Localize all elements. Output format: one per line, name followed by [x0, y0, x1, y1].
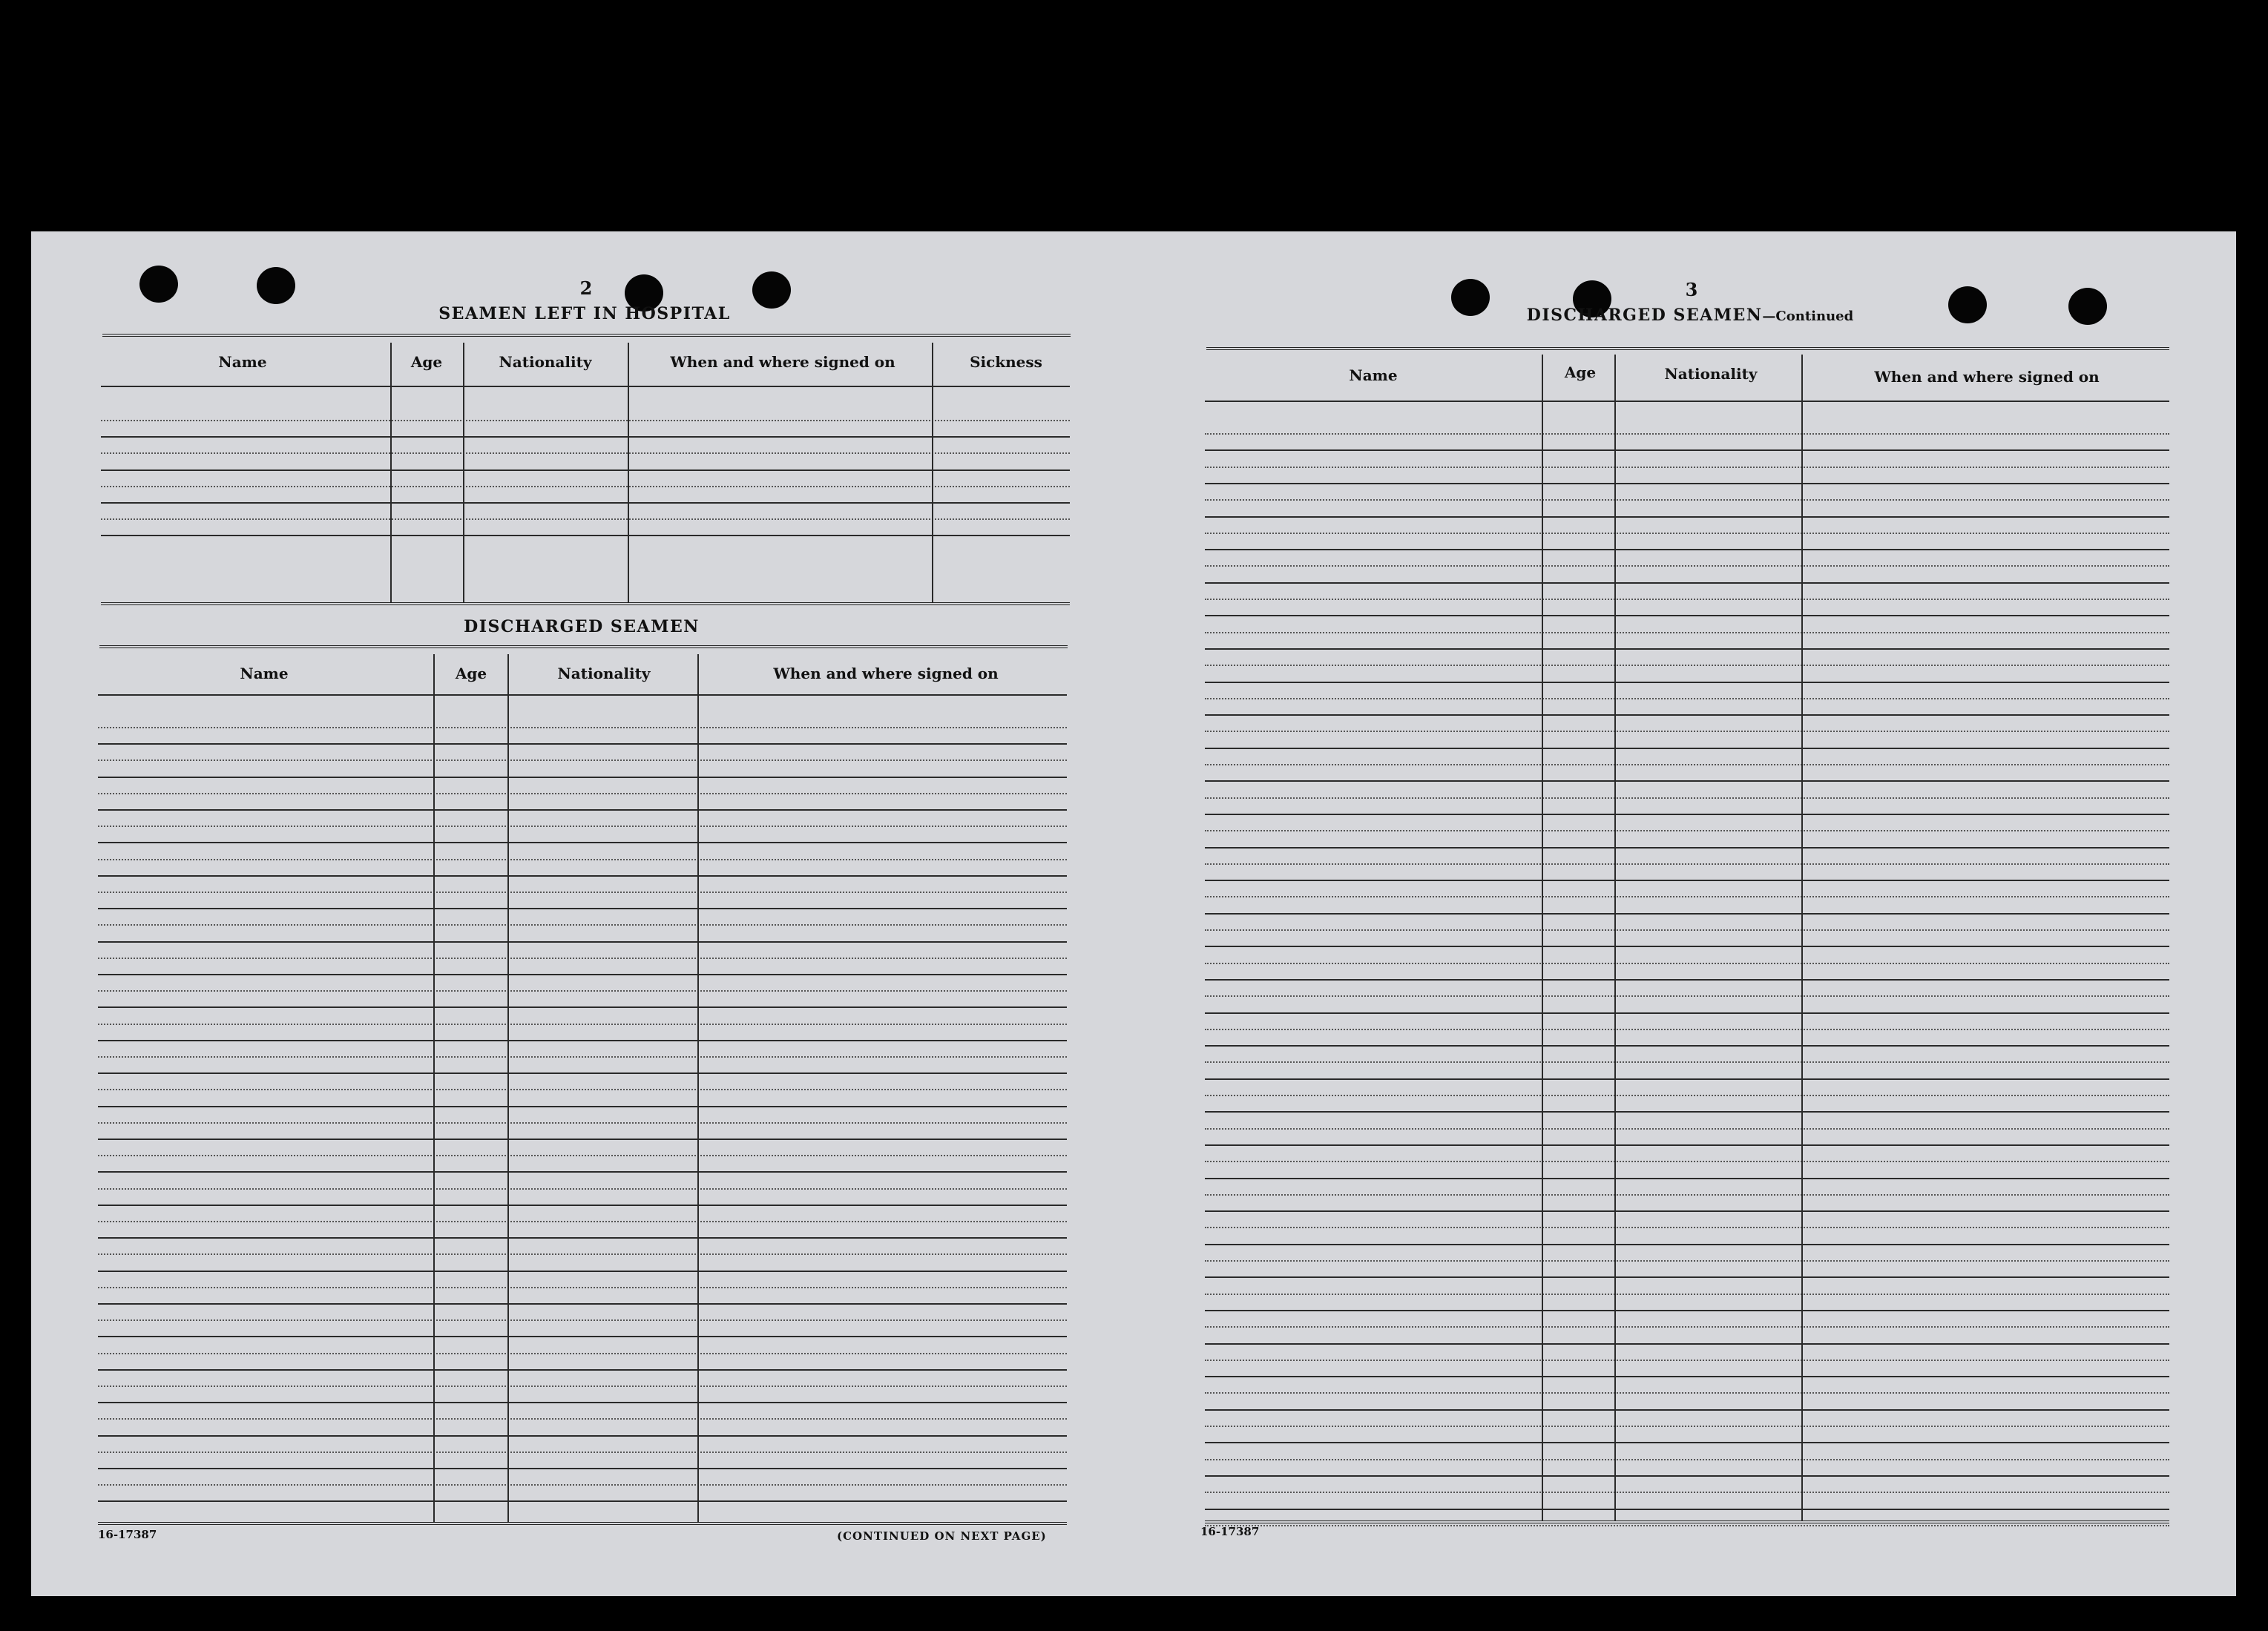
punch-hole — [257, 267, 295, 304]
table-row-line — [1205, 1294, 2169, 1295]
table-row-line — [1205, 896, 2169, 897]
table-row-line — [98, 1106, 1067, 1107]
header-underline — [101, 386, 1070, 387]
table-row-line — [1205, 1244, 2169, 1245]
page-number: 3 — [1685, 279, 1698, 300]
table-row-line — [1205, 632, 2169, 633]
table-row-line — [98, 1468, 1067, 1469]
table-row-line — [1205, 582, 2169, 584]
table-row-line — [98, 743, 1067, 745]
table-row-line — [1205, 946, 2169, 947]
table-row-line — [98, 1336, 1067, 1337]
table-row-line — [98, 760, 1067, 761]
table-row-line — [98, 1056, 1067, 1058]
hospital-col-signed-on: When and where signed on — [670, 353, 895, 371]
discharged-top-rule — [99, 645, 1068, 648]
table-row-line — [1205, 698, 2169, 699]
table-row-line — [1205, 1376, 2169, 1377]
table-row-line — [1205, 1525, 2169, 1526]
hospital-col-age: Age — [410, 353, 443, 371]
table-row-line — [98, 1402, 1067, 1403]
table-row-line — [1205, 1310, 2169, 1311]
right-col-signed-on: When and where signed on — [1874, 368, 2100, 386]
table-row-line — [101, 469, 1070, 471]
table-row-line — [1205, 1509, 2169, 1510]
table-row-line — [1205, 1210, 2169, 1212]
table-row-line — [98, 1205, 1067, 1206]
table-row-line — [1205, 1078, 2169, 1080]
table-row-line — [1205, 764, 2169, 765]
table-row-line — [101, 486, 1070, 487]
column-divider — [390, 343, 392, 602]
table-row-line — [1205, 648, 2169, 650]
table-row-line — [98, 1253, 1067, 1255]
table-row-line — [1205, 1194, 2169, 1196]
table-row-line — [1205, 847, 2169, 849]
table-row-line — [1205, 499, 2169, 501]
header-underline — [1205, 401, 2169, 402]
table-row-line — [1205, 780, 2169, 782]
table-row-line — [1205, 1144, 2169, 1146]
table-row-line — [1205, 449, 2169, 451]
table-row-line — [98, 809, 1067, 811]
table-row-line — [98, 842, 1067, 843]
table-row-line — [98, 1303, 1067, 1305]
table-row-line — [98, 1369, 1067, 1371]
form-number: 16-17387 — [98, 1528, 157, 1541]
table-row-line — [1205, 433, 2169, 435]
table-row-line — [1205, 1492, 2169, 1493]
column-divider — [1542, 355, 1543, 1520]
hospital-col-nationality: Nationality — [499, 353, 592, 371]
table-row-line — [1205, 1178, 2169, 1179]
table-row-line — [98, 1171, 1067, 1173]
table-row-line — [1205, 1276, 2169, 1278]
table-row-line — [1205, 599, 2169, 600]
table-row-line — [1205, 1442, 2169, 1443]
discharged-col-signed-on: When and where signed on — [773, 665, 999, 682]
punch-hole — [752, 271, 791, 309]
table-bottom-rule — [98, 1522, 1067, 1525]
table-row-line — [98, 1188, 1067, 1190]
right-col-nationality: Nationality — [1664, 365, 1758, 383]
table-row-line — [98, 924, 1067, 926]
table-row-line — [1205, 549, 2169, 550]
table-row-line — [1205, 714, 2169, 716]
table-row-line — [1205, 1128, 2169, 1130]
table-row-line — [98, 793, 1067, 794]
table-bottom-rule — [101, 602, 1070, 605]
hospital-col-name: Name — [218, 353, 267, 371]
table-row-line — [101, 502, 1070, 504]
table-row-line — [98, 958, 1067, 959]
table-row-line — [1205, 1343, 2169, 1345]
table-row-line — [1205, 1111, 2169, 1113]
table-row-line — [98, 1122, 1067, 1124]
right-top-rule — [1206, 347, 2169, 350]
table-row-line — [1205, 880, 2169, 881]
column-divider — [1801, 355, 1803, 1520]
table-row-line — [1205, 913, 2169, 915]
table-row-line — [1205, 1012, 2169, 1014]
table-row-line — [101, 518, 1070, 520]
form-number: 16-17387 — [1200, 1525, 1260, 1538]
right-title-suffix: —Continued — [1762, 309, 1854, 324]
table-row-line — [1205, 963, 2169, 964]
right-col-name: Name — [1349, 366, 1398, 384]
table-row-line — [1205, 1029, 2169, 1030]
table-row-line — [98, 859, 1067, 860]
table-row-line — [1205, 1409, 2169, 1411]
table-row-line — [98, 1006, 1067, 1008]
table-row-line — [101, 420, 1070, 421]
table-row-line — [98, 974, 1067, 975]
table-row-line — [98, 875, 1067, 877]
column-divider — [697, 654, 699, 1522]
right-section-title — [1527, 306, 1853, 325]
continued-note: (CONTINUED ON NEXT PAGE) — [837, 1529, 1047, 1543]
table-row-line — [1205, 665, 2169, 666]
table-row-line — [98, 1089, 1067, 1090]
discharged-col-age: Age — [455, 665, 487, 682]
table-row-line — [1205, 467, 2169, 468]
table-row-line — [98, 892, 1067, 893]
table-row-line — [98, 1353, 1067, 1354]
column-divider — [932, 343, 933, 602]
table-row-line — [98, 727, 1067, 728]
table-row-line — [98, 1287, 1067, 1288]
discharged-section-title: DISCHARGED SEAMEN — [464, 617, 700, 636]
table-row-line — [1205, 1061, 2169, 1063]
punch-hole — [1948, 286, 1987, 323]
table-row-line — [1205, 731, 2169, 732]
table-row-line — [1205, 1161, 2169, 1162]
column-divider — [463, 343, 464, 602]
table-row-line — [1205, 483, 2169, 484]
table-row-line — [98, 1385, 1067, 1387]
table-row-line — [1205, 830, 2169, 831]
table-row-line — [1205, 1392, 2169, 1394]
right-title-main: DISCHARGED SEAMEN — [1526, 306, 1763, 325]
table-row-line — [98, 1319, 1067, 1321]
table-row-line — [98, 1072, 1067, 1074]
table-row-line — [98, 1139, 1067, 1140]
table-row-line — [98, 1500, 1067, 1502]
discharged-col-nationality: Nationality — [557, 665, 651, 682]
table-row-line — [1205, 748, 2169, 749]
right-col-age: Age — [1564, 363, 1597, 381]
punch-hole — [2068, 288, 2107, 325]
table-row-line — [98, 1040, 1067, 1041]
table-row-line — [1205, 1360, 2169, 1361]
hospital-col-sickness: Sickness — [970, 353, 1042, 371]
table-row-line — [1205, 979, 2169, 981]
discharged-col-name: Name — [240, 665, 289, 682]
table-row-line — [1205, 995, 2169, 997]
table-row-line — [98, 941, 1067, 943]
table-row-line — [101, 535, 1070, 536]
table-row-line — [1205, 1227, 2169, 1228]
punch-hole — [139, 266, 178, 303]
table-row-line — [1205, 1326, 2169, 1328]
column-divider — [433, 654, 435, 1522]
column-divider — [628, 343, 629, 602]
table-row-line — [98, 990, 1067, 992]
table-row-line — [98, 1452, 1067, 1453]
table-row-line — [1205, 1426, 2169, 1427]
table-row-line — [101, 452, 1070, 454]
table-row-line — [98, 1221, 1067, 1222]
table-row-line — [101, 436, 1070, 438]
table-row-line — [1205, 1475, 2169, 1477]
header-underline — [98, 694, 1067, 696]
table-row-line — [1205, 516, 2169, 518]
table-row-line — [98, 777, 1067, 778]
table-row-line — [98, 1484, 1067, 1486]
table-row-line — [1205, 615, 2169, 616]
hospital-section-title: SEAMEN LEFT IN HOSPITAL — [438, 304, 731, 323]
table-row-line — [98, 1237, 1067, 1239]
table-row-line — [1205, 682, 2169, 683]
table-row-line — [1205, 565, 2169, 567]
table-row-line — [1205, 1045, 2169, 1047]
column-divider — [1614, 355, 1616, 1520]
table-bottom-rule — [1205, 1520, 2169, 1523]
table-row-line — [1205, 533, 2169, 534]
table-row-line — [98, 1024, 1067, 1025]
table-row-line — [98, 1271, 1067, 1272]
column-divider — [507, 654, 509, 1522]
page-number: 2 — [579, 277, 593, 299]
table-row-line — [1205, 814, 2169, 815]
table-row-line — [1205, 797, 2169, 799]
table-row-line — [1205, 1459, 2169, 1460]
table-row-line — [1205, 1260, 2169, 1262]
table-row-line — [1205, 1095, 2169, 1096]
table-row-line — [98, 1435, 1067, 1437]
punch-hole — [1451, 279, 1490, 316]
table-row-line — [1205, 929, 2169, 931]
hospital-top-rule — [102, 334, 1071, 337]
table-row-line — [98, 908, 1067, 909]
table-row-line — [1205, 863, 2169, 865]
table-row-line — [98, 826, 1067, 827]
table-row-line — [98, 1155, 1067, 1156]
table-row-line — [98, 1418, 1067, 1420]
